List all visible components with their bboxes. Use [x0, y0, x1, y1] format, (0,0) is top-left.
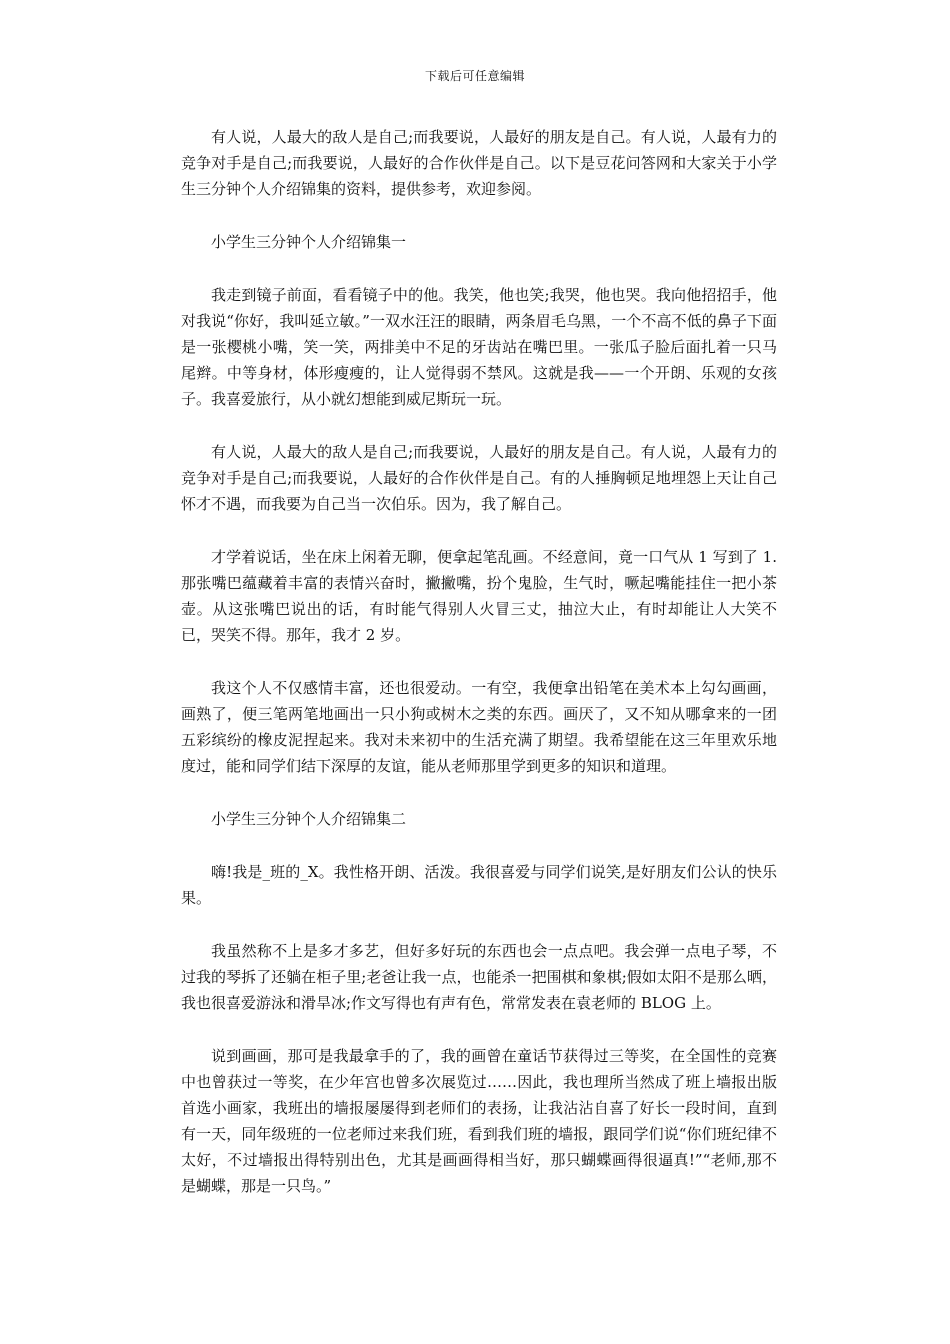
section-heading-1: 小学生三分钟个人介绍锦集一	[211, 233, 407, 251]
paragraph-5: 嗨!我是_班的_X。我性格开朗、活泼。我很喜爱与同学们说笑,是好朋友们公认的快乐果。	[181, 863, 777, 907]
paragraph-1: 我走到镜子前面，看看镜子中的他。我笑，他也笑;我哭，他也哭。我向他招招手，他对我说“你好，我叫延立敏。”一双水汪汪的眼睛，两条眉毛乌黑，一个不高不低的鼻子下面是一张樱桃小嘴，笑一笑，两排美中不足的牙齿站在嘴巴里。一张瓜子脸后面扎着一只马尾辫。中等身材，体形瘦瘦的，让人觉得弱不禁风。这就是我——一个开朗、乐观的女孩子。我喜爱旅行，从小就幻想能到威尼斯玩一玩。	[181, 286, 777, 408]
paragraph-2: 有人说，人最大的敌人是自己;而我要说，人最好的朋友是自己。有人说，人最有力的竞争对手是自己;而我要说，人最好的合作伙伴是自己。有的人捶胸顿足地埋怨上天让自己怀才不遇，而我要为自己当一次伯乐。因为，我了解自己。	[181, 443, 777, 513]
paragraph-6: 我虽然称不上是多才多艺，但好多好玩的东西也会一点点吧。我会弹一点电子琴，不过我的琴拆了还躺在柜子里;老爸让我一点，也能杀一把围棋和象棋;假如太阳不是那么晒，我也很喜爱游泳和滑旱冰;作文写得也有声有色，常常发表在袁老师的 BLOG 上。	[181, 942, 777, 1012]
page-header-note: 下载后可任意编辑	[424, 69, 525, 83]
paragraph-7: 说到画画，那可是我最拿手的了，我的画曾在童话节获得过三等奖，在全国性的竞赛中也曾获过一等奖，在少年宫也曾多次展览过……因此，我也理所当然成了班上墙报出版首选小画家，我班出的墙报屡屡得到老师们的表扬，让我沾沾自喜了好长一段时间，直到有一天，同年级班的一位老师过来我们班，看到我们班的墙报，跟同学们说“你们班纪律不太好，不过墙报出得特别出色，尤其是画画得相当好，那只蝴蝶画得很逼真!”“老师,那不是蝴蝶，那是一只鸟。”	[181, 1047, 777, 1195]
section-heading-2: 小学生三分钟个人介绍锦集二	[211, 810, 407, 828]
paragraph-3: 才学着说话，坐在床上闲着无聊，便拿起笔乱画。不经意间，竟一口气从 1 写到了 1. 那张嘴巴蕴藏着丰富的表情兴奋时，撇撇嘴，扮个鬼脸，生气时，噘起嘴能挂住一把小茶壶。从这张嘴巴说出的话，有时能气得别人火冒三丈，抽泣大止，有时却能让人大笑不已，哭笑不得。那年，我才 2 岁。	[181, 548, 777, 644]
paragraph-4: 我这个人不仅感情丰富，还也很爱动。一有空，我便拿出铅笔在美术本上勾勾画画，画熟了，便三笔两笔地画出一只小狗或树木之类的东西。画厌了，又不知从哪拿来的一团五彩缤纷的橡皮泥捏起来。我对未来初中的生活充满了期望。我希望能在这三年里欢乐地度过，能和同学们结下深厚的友谊，能从老师那里学到更多的知识和道理。	[181, 679, 777, 775]
document-body	[181, 124, 777, 1226]
intro-paragraph: 有人说，人最大的敌人是自己;而我要说，人最好的朋友是自己。有人说，人最有力的竞争对手是自己;而我要说，人最好的合作伙伴是自己。以下是豆花问答网和大家关于小学生三分钟个人介绍锦集的资料，提供参考，欢迎参阅。	[181, 128, 777, 198]
